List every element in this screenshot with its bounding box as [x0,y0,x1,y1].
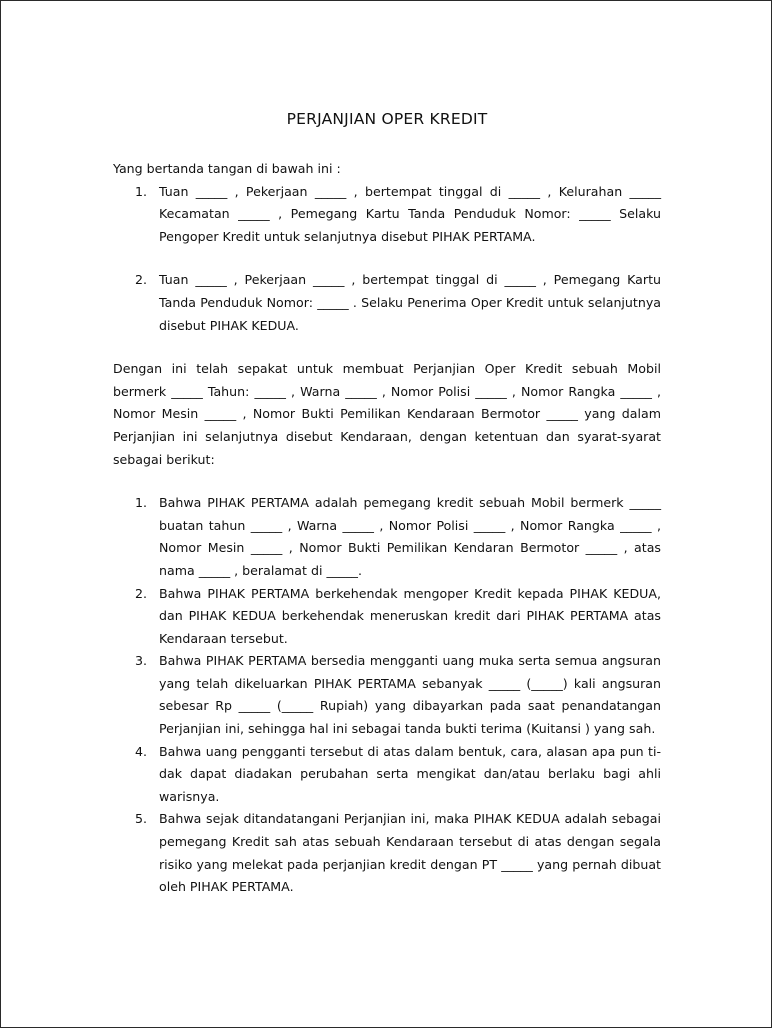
list-item [113,492,661,582]
term-text: Bahwa sejak ditandatangani Perjanjian ini, maka PIHAK KEDUA adalah sebagai pemegang Kredit sah atas sebuah Kendaraan tersebut di atas dengan segala risiko yang melekat pada perjanjian kredit dengan PT _____ yang pernah dibuat oleh PIHAK PERTAMA. [159,811,661,895]
list-number: 1. [135,183,148,199]
list-number: 2. [135,585,148,601]
term-text: Bahwa PIHAK PERTAMA bersedia mengganti uang muka serta semua angsuran yang telah dikeluarkan PIHAK PERTAMA sebanyak _____ (_____) kali angsuran sebesar Rp _____ (_____ Rupiah) yang dibayarkan pada saat penandatangan Perjanjian ini, sehingga hal ini sebagai tanda bukti terima (Kuitansi ) yang sah. [159,653,661,737]
list-number: 1. [135,495,148,511]
party-text: Tuan _____ , Pekerjaan _____ , bertempat tinggal di _____ , Pemegang Kartu Tanda Penduduk Nomor: _____ . Selaku Penerima Oper Kredit untuk selanjutnya disebut PIHAK KEDUA. [159,272,661,333]
document-title: PERJANJIAN OPER KREDIT [286,110,488,128]
party-text: Tuan _____ , Pekerjaan _____ , bertempat tinggal di _____ , Kelurahan _____ Kecamatan _____ , Pemegang Kartu Tanda Penduduk Nomor: _____ Selaku Pengoper Kredit untuk selanjutnya disebut PIHAK PERTAMA. [159,183,661,244]
intro-text: Yang bertanda tangan di bawah ini : [113,161,341,176]
term-text: Bahwa uang pengganti tersebut di atas dalam bentuk, cara, alasan apa pun ti-dak dapat diadakan perubahan serta mengikat dan/atau berlaku bagi ahli warisnya. [159,743,661,804]
list-item [113,741,661,809]
term-text: Bahwa PIHAK PERTAMA berkehendak mengoper Kredit kepada PIHAK KEDUA, dan PIHAK KEDUA berkehendak meneruskan kredit dari PIHAK PERTAMA atas Kendaraan tersebut. [159,585,661,646]
document-body [113,158,661,899]
terms-list [113,492,661,899]
list-item [113,269,661,337]
list-number: 4. [135,743,148,759]
term-text: Bahwa PIHAK PERTAMA adalah pemegang kredit sebuah Mobil bermerk _____ buatan tahun _____ , Warna _____ , Nomor Polisi _____ , Nomor Rangka _____ , Nomor Mesin _____ , Nomor Bukti Pemilikan Kendaran Bermotor _____ , atas nama _____ , beralamat di _____. [159,495,661,578]
list-number: 5. [135,811,148,827]
list-item [113,583,661,651]
list-item [113,650,661,740]
list-number: 3. [135,653,148,669]
list-number: 2. [135,272,148,288]
agreement-paragraph: Dengan ini telah sepakat untuk membuat Perjanjian Oper Kredit sebuah Mobil bermerk _____ Tahun: _____ , Warna _____ , Nomor Polisi _____ , Nomor Rangka _____ , Nomor Mesin _____ , Nomor Bukti Pemilikan Kendaraan Bermotor _____ yang dalam Perjanjian ini selanjutnya disebut Kendaraan, dengan ketentuan dan syarat-syarat sebagai berikut: [113,361,661,467]
list-item [113,808,661,898]
list-item [113,181,661,249]
party-list [113,181,661,338]
